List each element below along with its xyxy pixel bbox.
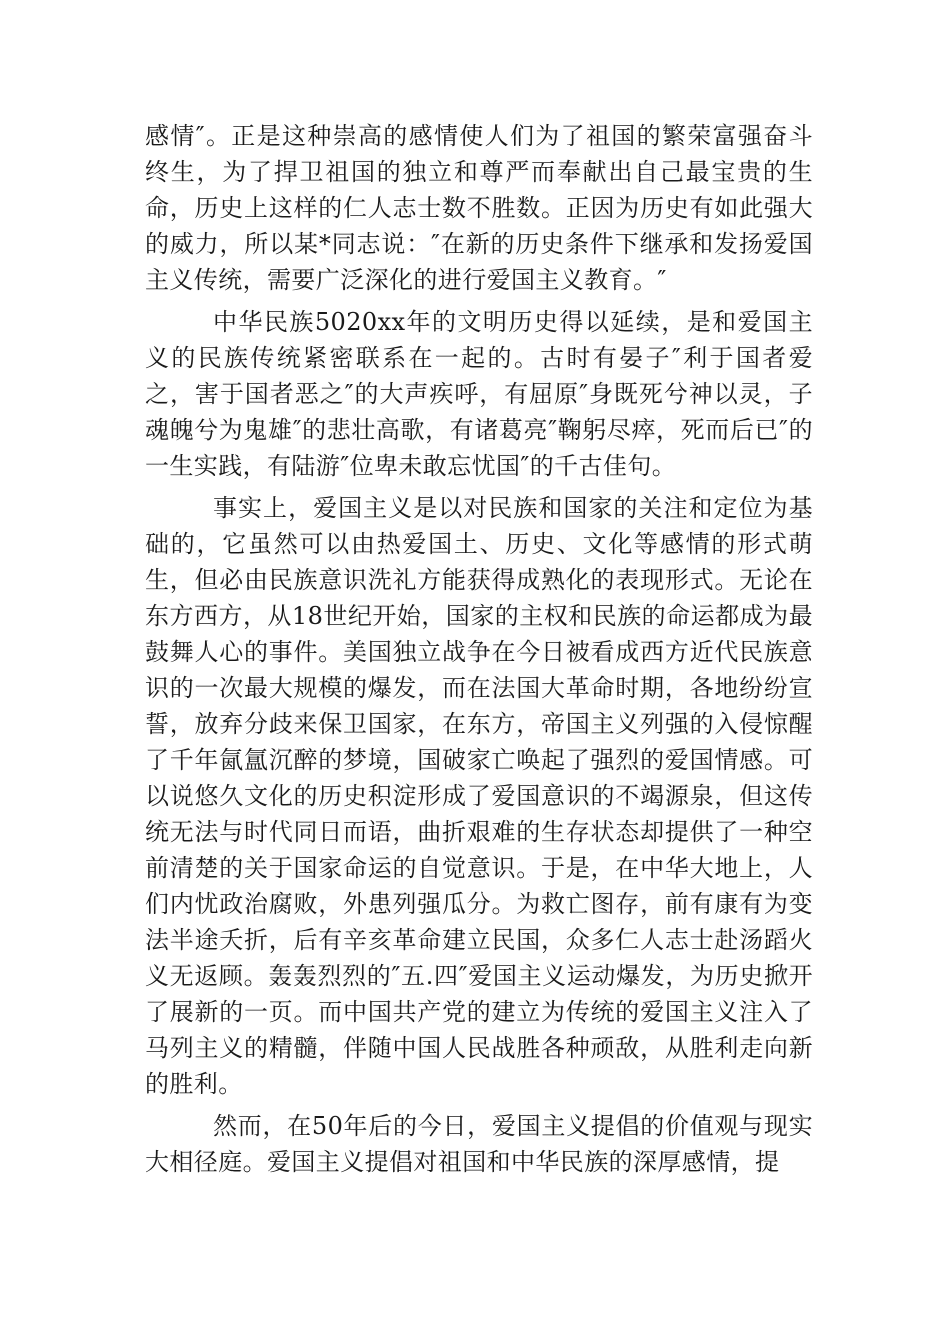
paragraph-chinese-civilization: 中华民族5020xx年的文明历史得以延续，是和爱国主义的民族传统紧密联系在一起的。古时有晏子″利于国者爱之，害于国者恶之″的大声疾呼，有屈原″身既死兮神以灵，子魂魄兮为鬼雄″的悲壮高歌，有诸葛亮″鞠躬尽瘁，死而后已″的一生实践，有陆游″位卑未敢忘忧国″的千古佳句。	[145, 308, 813, 480]
paragraph-today-values: 然而，在50年后的今日，爱国主义提倡的价值观与现实大相径庭。爱国主义提倡对祖国和中华民族的深厚感情，提	[145, 1112, 813, 1176]
document-body	[145, 118, 813, 1180]
paragraph-continuation: 感情″。正是这种崇高的感情使人们为了祖国的繁荣富强奋斗终生，为了捍卫祖国的独立和尊严而奉献出自己最宝贵的生命，历史上这样的仁人志士数不胜数。正因为历史有如此强大的威力，所以某*同志说：″在新的历史条件下继承和发扬爱国主义传统，需要广泛深化的进行爱国主义教育。″	[145, 122, 813, 294]
paragraph-patriotism-nation: 事实上，爱国主义是以对民族和国家的关注和定位为基础的，它虽然可以由热爱国土、历史、文化等感情的形式萌生，但必由民族意识洗礼方能获得成熟化的表现形式。无论在东方西方，从18世纪开始，国家的主权和民族的命运都成为最鼓舞人心的事件。美国独立战争在今日被看成西方近代民族意识的一次最大规模的爆发，而在法国大革命时期，各地纷纷宣誓，放弃分歧来保卫国家，在东方，帝国主义列强的入侵惊醒了千年氤氲沉醉的梦境，国破家亡唤起了强烈的爱国情感。可以说悠久文化的历史积淀形成了爱国意识的不竭源泉，但这传统无法与时代同日而语，曲折艰难的生存状态却提供了一种空前清楚的关于国家命运的自觉意识。于是，在中华大地上，人们内忧政治腐败，外患列强瓜分。为救亡图存，前有康有为变法半途夭折，后有辛亥革命建立民国，众多仁人志士赴汤蹈火义无返顾。轰轰烈烈的″五.四″爱国主义运动爆发，为历史掀开了展新的一页。而中国共产党的建立为传统的爱国主义注入了马列主义的精髓，伴随中国人民战胜各种顽敌，从胜利走向新的胜利。	[145, 494, 813, 1098]
